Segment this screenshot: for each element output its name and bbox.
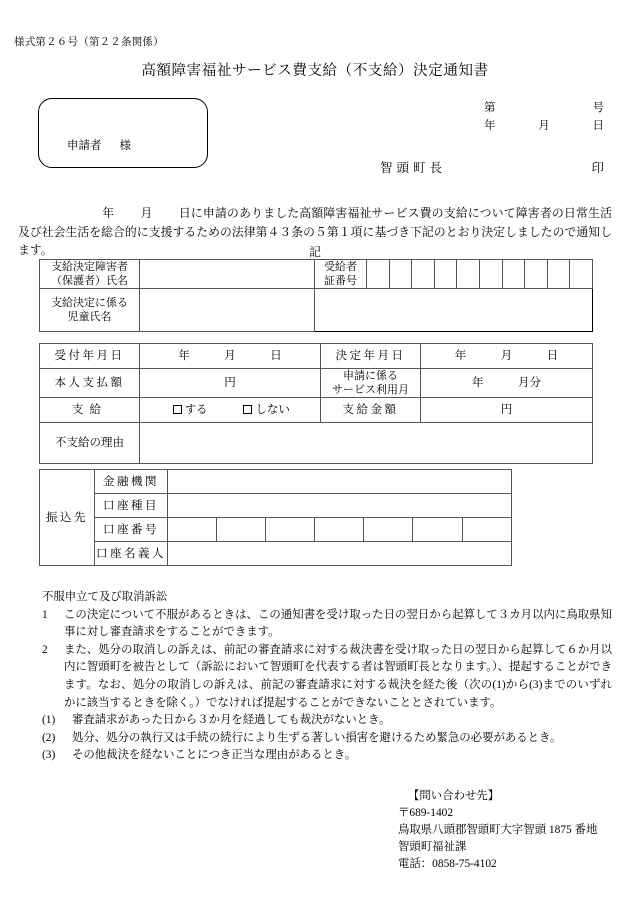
note-number: 1 xyxy=(42,608,48,621)
document-number-suffix: 号 xyxy=(592,102,604,114)
recipient-number-cell[interactable] xyxy=(457,260,480,289)
note-item xyxy=(42,712,612,730)
note-number: (2) xyxy=(42,731,56,744)
decision-date-value[interactable]: 年 月 日 xyxy=(421,344,593,369)
document-number-line xyxy=(484,99,604,115)
account-number-cell[interactable] xyxy=(168,518,217,542)
table-row xyxy=(40,398,593,423)
table1-empty-area xyxy=(315,289,593,311)
account-number-cell[interactable] xyxy=(315,518,364,542)
account-number-cell[interactable] xyxy=(413,518,462,542)
recipient-number-cell[interactable] xyxy=(525,260,548,289)
page-title: 高額障害福祉サービス費支給（不支給）決定通知書 xyxy=(141,63,489,79)
account-number-cell[interactable] xyxy=(217,518,266,542)
child-name-label-line2: 児童氏名 xyxy=(67,311,112,323)
decision-details-table xyxy=(39,343,593,464)
payment-decision-label: 支給 xyxy=(40,398,140,423)
account-holder-value[interactable] xyxy=(168,542,512,566)
service-month-label xyxy=(321,369,421,398)
contact-department: 智頭町福祉課 xyxy=(398,841,467,853)
contact-block xyxy=(398,788,597,873)
decision-date-label: 決定年月日 xyxy=(321,344,421,369)
date-month-label: 月 xyxy=(538,120,550,132)
nonpayment-reason-value[interactable] xyxy=(140,423,593,464)
issuer-line xyxy=(380,158,604,176)
beneficiary-name-label-line2: （保護者）氏名 xyxy=(51,275,128,287)
recipient-number-cell[interactable] xyxy=(434,260,457,289)
table-row xyxy=(40,289,593,311)
table-row xyxy=(40,470,512,494)
recipient-number-label-line2: 証番号 xyxy=(324,275,357,287)
note-number: (3) xyxy=(42,749,56,762)
payment-decision-options xyxy=(140,398,321,423)
beneficiary-name-value[interactable] xyxy=(140,260,315,289)
recipient-info-table xyxy=(39,259,593,332)
document-date-line xyxy=(484,117,604,133)
payment-amount-label: 支給金額 xyxy=(321,398,421,423)
note-item xyxy=(42,730,612,748)
contact-title: 【問い合わせ先】 xyxy=(408,790,500,802)
account-type-value[interactable] xyxy=(168,494,512,518)
recipient-number-cell[interactable] xyxy=(502,260,525,289)
payment-amount-value[interactable] xyxy=(421,398,593,423)
transfer-destination-label: 振込先 xyxy=(40,470,95,566)
note-text: この決定について不服があるときは、この通知書を受け取った日の翌日から起算して３カ月以内に鳥取県知事に対し審査請求をすることができます。 xyxy=(64,608,612,639)
payment-option-yes-label: する xyxy=(184,404,208,416)
beneficiary-name-label-line1: 支給決定障害者 xyxy=(51,261,128,273)
contact-postal-code: 〒689-1402 xyxy=(398,807,454,819)
receipt-date-value[interactable]: 年 月 日 xyxy=(140,344,321,369)
recipient-number-label-line1: 受給者 xyxy=(324,261,357,273)
date-day-label: 日 xyxy=(592,120,604,132)
note-text: 処分、処分の執行又は手続の続行により生ずる著しい損害を避けるため緊急の必要があるとき。 xyxy=(72,731,562,744)
financial-institution-value[interactable] xyxy=(168,470,512,494)
financial-institution-label: 金融機関 xyxy=(95,470,168,494)
account-number-cell[interactable] xyxy=(266,518,315,542)
appeal-notes-heading: 不服申立て及び取消訴訟 xyxy=(42,591,168,603)
account-type-label: 口座種目 xyxy=(95,494,168,518)
service-month-label-line1: 申請に係る xyxy=(343,370,398,382)
note-number: 2 xyxy=(42,643,48,656)
recipient-number-cell[interactable] xyxy=(479,260,502,289)
ki-mark: 記 xyxy=(309,245,321,259)
table-row xyxy=(40,423,593,464)
recipient-number-cell[interactable] xyxy=(570,260,593,289)
document-number-prefix: 第 xyxy=(484,102,496,114)
body-main-text: 日に申請のありました高額障害福祉サービス費の支給について障害者の日常生活及び社会生活を総合的に支援するための法律第４３条の５第１項に基づき下記のとおり決定しましたので通知します。 xyxy=(18,206,612,257)
note-text: 審査請求があった日から３か月を経過しても裁決がないとき。 xyxy=(72,714,391,727)
self-payment-label: 本人支払額 xyxy=(40,369,140,398)
form-number: 様式第２６号（第２２条関係） xyxy=(14,37,164,48)
account-holder-label: 口座名義人 xyxy=(95,542,168,566)
note-number: (1) xyxy=(42,714,56,727)
receipt-date-label: 受付年月日 xyxy=(40,344,140,369)
body-year-label: 年 xyxy=(102,206,115,220)
note-item xyxy=(42,607,612,642)
nonpayment-reason-label: 不支給の理由 xyxy=(40,423,140,464)
table-row xyxy=(40,369,593,398)
payment-option-no-label: しない xyxy=(255,404,290,416)
appeal-notes xyxy=(42,589,612,765)
note-text: その他裁決を経ないことにつき正当な理由があるとき。 xyxy=(72,749,357,762)
recipient-number-cell[interactable] xyxy=(367,260,390,289)
table1-empty-area-2 xyxy=(315,310,593,332)
child-name-label xyxy=(40,289,140,332)
checkbox-pay-no[interactable] xyxy=(243,405,252,414)
service-month-value[interactable]: 年 月分 xyxy=(421,369,593,398)
applicant-name-label: 申請者 xyxy=(67,140,102,152)
service-month-label-line2: サービス利用月 xyxy=(332,384,409,396)
checkbox-pay-yes[interactable] xyxy=(173,405,182,414)
account-number-cell[interactable] xyxy=(364,518,413,542)
account-number-label: 口座番号 xyxy=(95,518,168,542)
child-name-label-line1: 支給決定に係る xyxy=(51,297,128,309)
applicant-box xyxy=(38,98,208,168)
child-name-value[interactable] xyxy=(140,289,315,332)
account-number-cell[interactable] xyxy=(462,518,511,542)
bank-transfer-table xyxy=(39,469,512,566)
body-month-label: 月 xyxy=(140,206,153,220)
contact-phone: 電話：0858-75-4102 xyxy=(398,858,497,870)
applicant-label xyxy=(67,137,131,153)
table-row xyxy=(40,494,512,518)
applicant-honorific: 様 xyxy=(119,140,131,152)
recipient-number-cell[interactable] xyxy=(547,260,570,289)
recipient-number-cell[interactable] xyxy=(412,260,435,289)
self-payment-unit: 円 xyxy=(224,377,236,389)
table-row xyxy=(40,542,512,566)
seal-mark: 印 xyxy=(591,161,604,175)
date-year-label: 年 xyxy=(484,120,496,132)
beneficiary-name-label xyxy=(40,260,140,289)
issuer-name: 智頭町長 xyxy=(380,161,447,175)
note-text: また、処分の取消しの訴えは、前記の審査請求に対する裁決書を受け取った日の翌日から起算して６か月以内に智頭町を被告として（訴訟において智頭町を代表する者は智頭町長となります。）、提起することができます。なお、処分の取消しの訴えは、前記の審査請求に対する裁決を経た後（次の(1)から(3)までのいずれかに該当するときを除く。）でなければ提起することができないこととされています。 xyxy=(64,643,612,709)
self-payment-value[interactable] xyxy=(140,369,321,398)
recipient-number-cell[interactable] xyxy=(389,260,412,289)
recipient-number-label xyxy=(315,260,367,289)
payment-amount-unit: 円 xyxy=(500,404,513,416)
note-item xyxy=(42,642,612,712)
table-row xyxy=(40,518,512,542)
note-item xyxy=(42,747,612,765)
table-row xyxy=(40,344,593,369)
contact-address: 鳥取県八頭郡智頭町大字智頭 1875 番地 xyxy=(398,824,598,836)
